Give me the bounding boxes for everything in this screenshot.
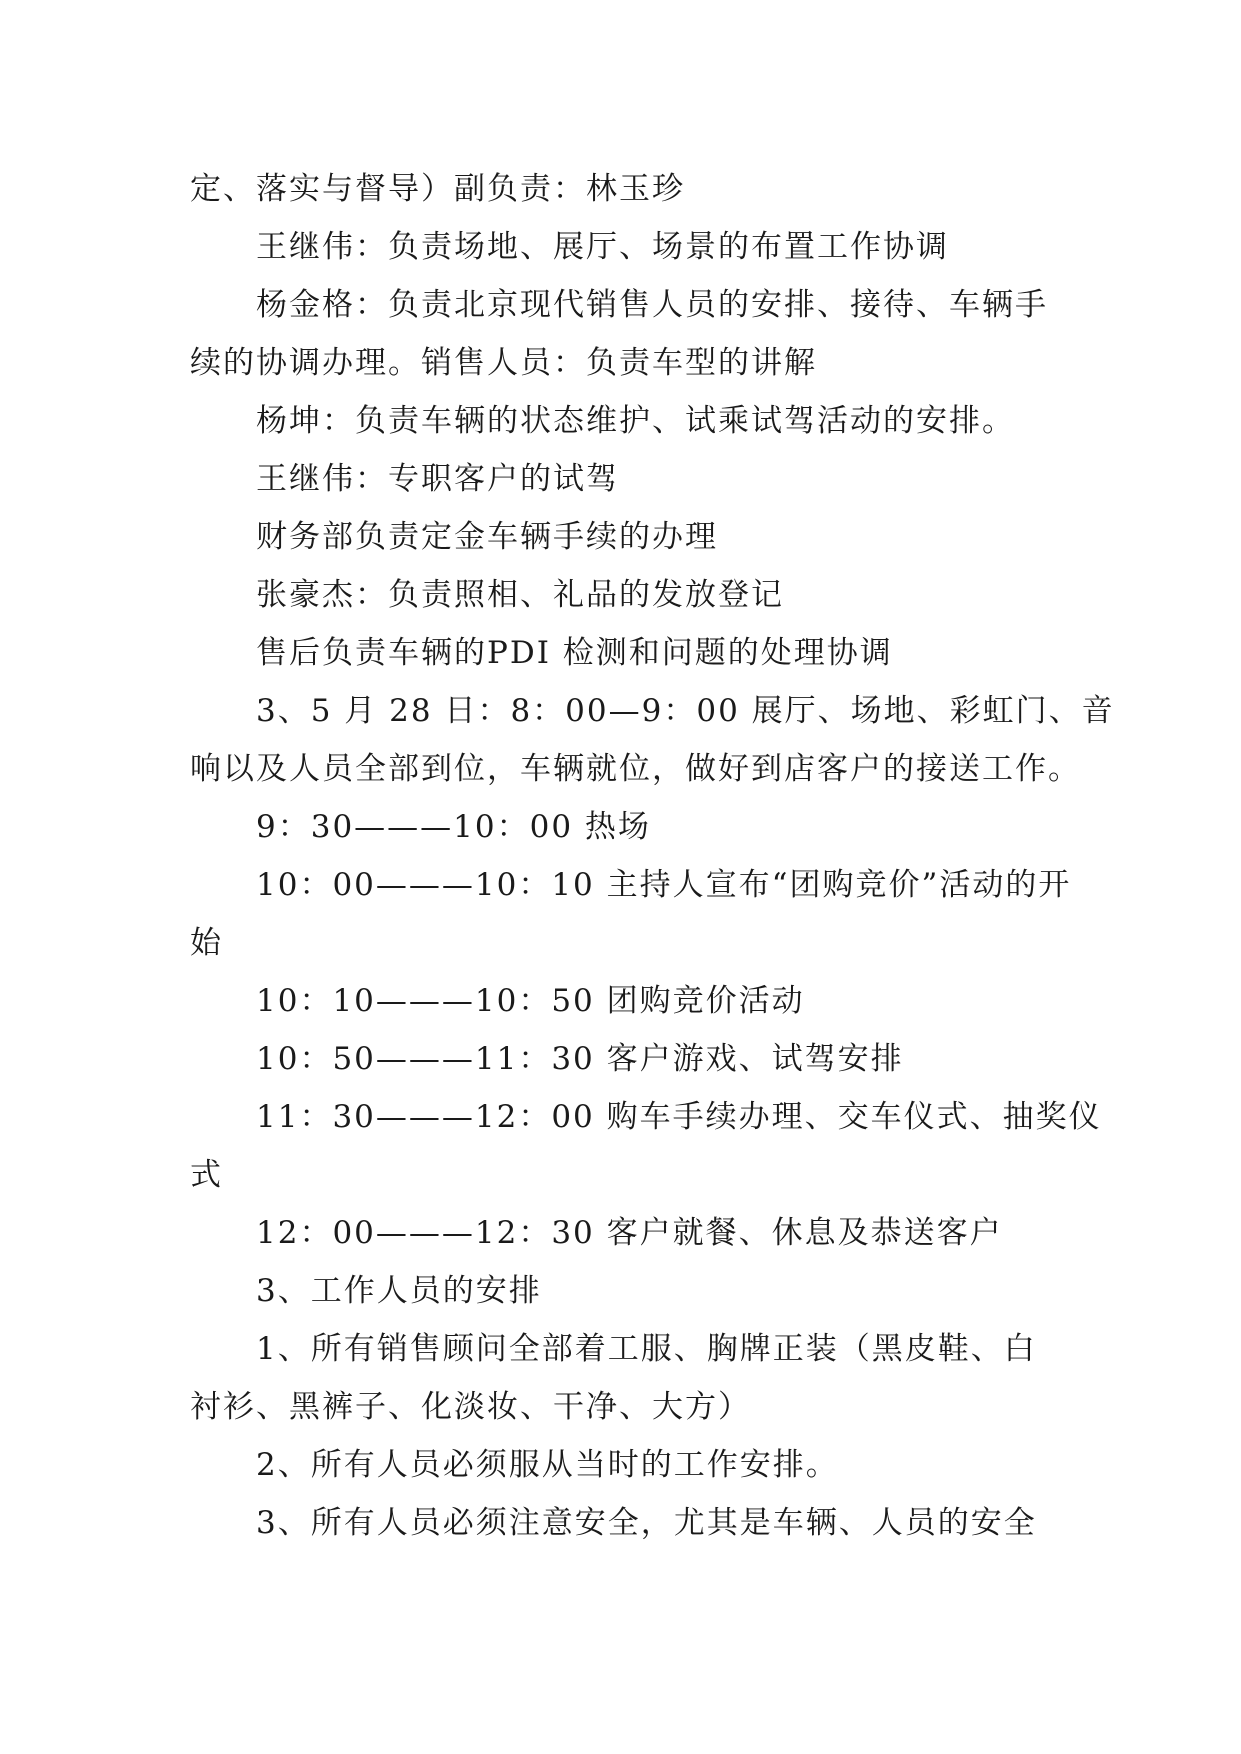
text-line: 杨坤：负责车辆的状态维护、试乘试驾活动的安排。 (256, 403, 1015, 439)
text-line: 1、所有销售顾问全部着工服、胸牌正装（黑皮鞋、白 (256, 1331, 1037, 1367)
text-line: 杨金格：负责北京现代销售人员的安排、接待、车辆手 (256, 287, 1048, 323)
text-line: 3、工作人员的安排 (256, 1273, 542, 1309)
text-line: 售后负责车辆的PDI 检测和问题的处理协调 (256, 635, 893, 671)
text-line: 定、落实与督导）副负责：林玉珍 (190, 171, 685, 207)
text-line: 11：30———12：00 购车手续办理、交车仪式、抽奖仪 (256, 1099, 1102, 1135)
text-line: 续的协调办理。销售人员：负责车型的讲解 (190, 345, 817, 381)
text-line: 张豪杰：负责照相、礼品的发放登记 (256, 577, 784, 613)
text-line: 3、所有人员必须注意安全，尤其是车辆、人员的安全 (256, 1505, 1037, 1541)
text-line: 始 (190, 925, 223, 961)
text-line: 衬衫、黑裤子、化淡妆、干净、大方） (190, 1389, 751, 1425)
text-line: 式 (190, 1157, 223, 1193)
text-line: 2、所有人员必须服从当时的工作安排。 (256, 1447, 839, 1483)
document-body (190, 160, 1115, 1552)
text-line: 响以及人员全部到位，车辆就位，做好到店客户的接送工作。 (190, 751, 1081, 787)
text-line: 9：30———10：00 热场 (256, 809, 651, 845)
text-line: 10：00———10：10 主持人宣布“团购竞价”活动的开 (256, 867, 1072, 903)
text-line: 王继伟：负责场地、展厅、场景的布置工作协调 (256, 229, 949, 265)
text-line: 王继伟：专职客户的试驾 (256, 461, 619, 497)
text-line: 12：00———12：30 客户就餐、休息及恭送客户 (256, 1215, 1003, 1251)
text-line: 财务部负责定金车辆手续的办理 (256, 519, 718, 555)
text-line: 10：50———11：30 客户游戏、试驾安排 (256, 1041, 904, 1077)
text-line: 3、5 月 28 日：8：00—9：00 展厅、场地、彩虹门、音 (256, 693, 1115, 729)
text-line: 10：10———10：50 团购竞价活动 (256, 983, 805, 1019)
